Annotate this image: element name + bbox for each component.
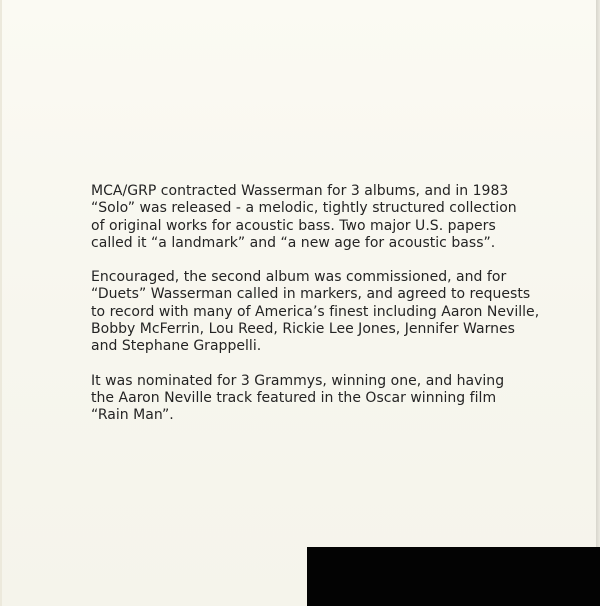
text-line: the Aaron Neville track featured in the Oscar winning film <box>91 389 497 406</box>
text-line: “Duets” Wasserman called in markers, and agreed to requests <box>91 286 531 303</box>
text-line: of original works for acoustic bass. Two major U.S. papers <box>91 217 496 234</box>
paragraph-duets-album <box>91 269 571 355</box>
text-line: MCA/GRP contracted Wasserman for 3 albums, and in 1983 <box>91 183 509 199</box>
left-page-edge <box>0 0 2 606</box>
paragraph-solo-release <box>91 183 571 252</box>
text-line: “Solo” was released - a melodic, tightly structured collection <box>91 200 517 217</box>
text-line: to record with many of America’s finest including Aaron Neville, <box>91 303 540 320</box>
liner-notes-text <box>91 183 571 442</box>
text-line: Bobby McFerrin, Lou Reed, Rickie Lee Jones, Jennifer Warnes <box>91 321 515 338</box>
text-line: Encouraged, the second album was commissioned, and for <box>91 269 507 286</box>
text-line: and Stephane Grappelli. <box>91 338 262 355</box>
paragraph-grammy-nominations <box>91 373 571 425</box>
text-line: It was nominated for 3 Grammys, winning one, and having <box>91 372 505 389</box>
text-line: called it “a landmark” and “a new age for acoustic bass”. <box>91 234 496 251</box>
black-corner-panel <box>307 547 600 606</box>
right-page-edge <box>596 0 600 606</box>
text-line: “Rain Man”. <box>91 407 174 424</box>
